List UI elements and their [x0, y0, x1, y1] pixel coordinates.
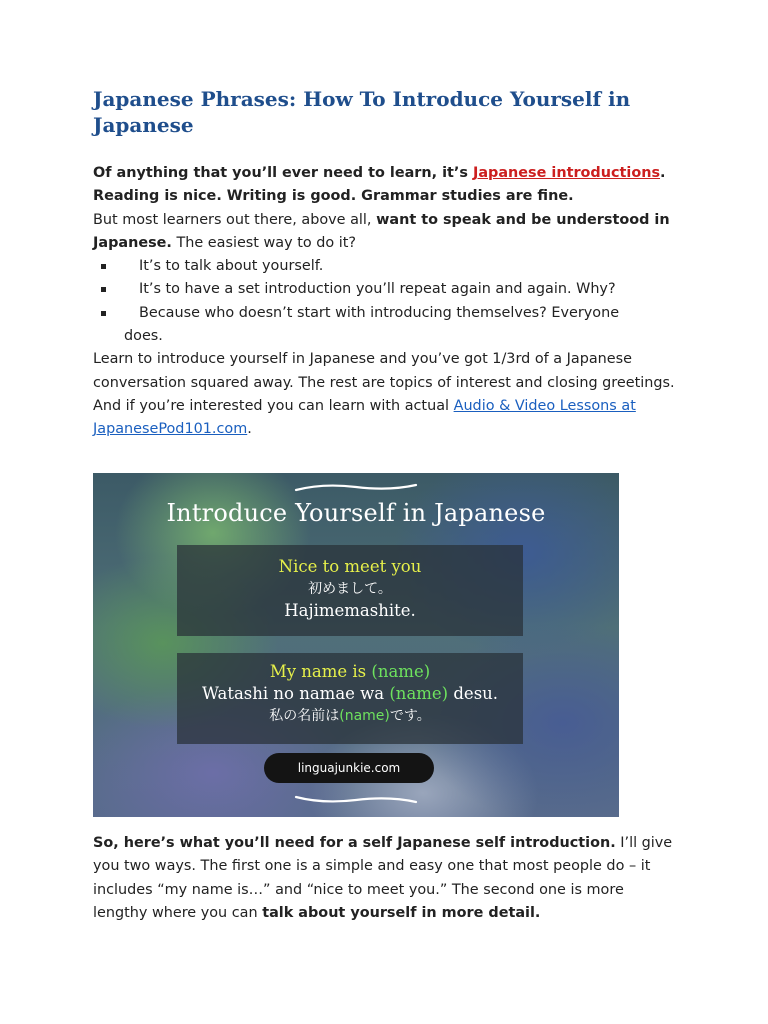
site-badge: linguajunkie.com — [264, 753, 434, 783]
self-intro-detail: talk about yourself in more detail. — [262, 904, 541, 921]
swirl-ornament-icon — [93, 792, 619, 806]
bullet-square-icon — [101, 311, 106, 316]
card2-romaji-c: desu. — [448, 684, 499, 703]
self-intro-paragraph — [93, 832, 678, 925]
card2-japanese-name: (name) — [339, 708, 390, 724]
intro-period: . — [660, 165, 666, 181]
japanese-introductions-link[interactable]: Japanese introductions — [472, 165, 661, 181]
article-title: Japanese Phrases: How To Introduce Yourself in Japanese — [93, 87, 631, 137]
card1-japanese: 初めまして。 — [308, 581, 392, 597]
list-item-text: Because who doesn’t start with introducing themselves? Everyone — [139, 304, 620, 321]
japanesepod101-link[interactable]: Audio & Video Lessons at JapanesePod101.com — [93, 397, 636, 438]
article — [93, 86, 678, 442]
nice-to-meet-you-card — [177, 545, 523, 636]
bullet-square-icon — [101, 287, 106, 292]
bullet-square-icon — [101, 264, 106, 269]
list-item-text: It’s to have a set introduction you’ll repeat again and again. Why? — [139, 281, 616, 298]
intro-text: Of anything that you’ll ever need to learn, it’s — [93, 165, 473, 181]
card1-english: Nice to meet you — [278, 557, 422, 576]
learn-period: . — [247, 421, 252, 438]
learn-paragraph — [93, 348, 678, 441]
card2-romaji — [177, 683, 523, 705]
list-item — [93, 302, 678, 349]
intro-paragraph — [93, 162, 678, 185]
learners-text-c: The easiest way to do it? — [171, 234, 357, 251]
list-item — [93, 278, 678, 301]
card1-romaji: Hajimemashite. — [284, 601, 416, 620]
swirl-ornament-icon — [93, 481, 619, 495]
reading-line: Reading is nice. Writing is good. Grammar studies are fine. — [93, 188, 574, 205]
self-intro-bold: So, here’s what you’ll need for a self Japanese self introduction. — [93, 835, 616, 851]
card2-japanese — [177, 705, 523, 727]
intro-infographic — [93, 473, 619, 817]
self-intro-text: I’ll give you two ways. The first one is a simple and easy one that most people do – it includes “my name is…” and “nice to meet you.” The second one is more lengthy where you can — [93, 835, 673, 921]
reasons-list — [93, 255, 678, 348]
card2-english — [177, 661, 523, 683]
learn-text: Learn to introduce yourself in Japanese and you’ve got 1/3rd of a Japanese conversation squared away. The rest are topics of interest and closing greetings. And if you’re interested you can learn with actual — [93, 351, 675, 414]
card2-japanese-a: 私の名前は — [269, 708, 340, 724]
list-item-text-continued: does. — [124, 328, 163, 345]
my-name-is-card — [177, 653, 523, 744]
card2-japanese-c: です。 — [389, 708, 431, 724]
self-introduction-section — [93, 832, 678, 925]
learners-paragraph — [93, 209, 678, 256]
card2-romaji-name: (name) — [389, 684, 449, 703]
card2-english-name: (name) — [371, 662, 431, 681]
infographic-title: Introduce Yourself in Japanese — [166, 499, 546, 527]
card2-english-text: My name is — [269, 662, 372, 681]
list-item-text: It’s to talk about yourself. — [139, 258, 324, 275]
learners-text-bold: want to speak and be understood in Japanese. — [93, 211, 670, 251]
learners-text-a: But most learners out there, above all, — [93, 211, 377, 228]
card2-romaji-a: Watashi no namae wa — [201, 684, 390, 703]
list-item — [93, 255, 678, 278]
